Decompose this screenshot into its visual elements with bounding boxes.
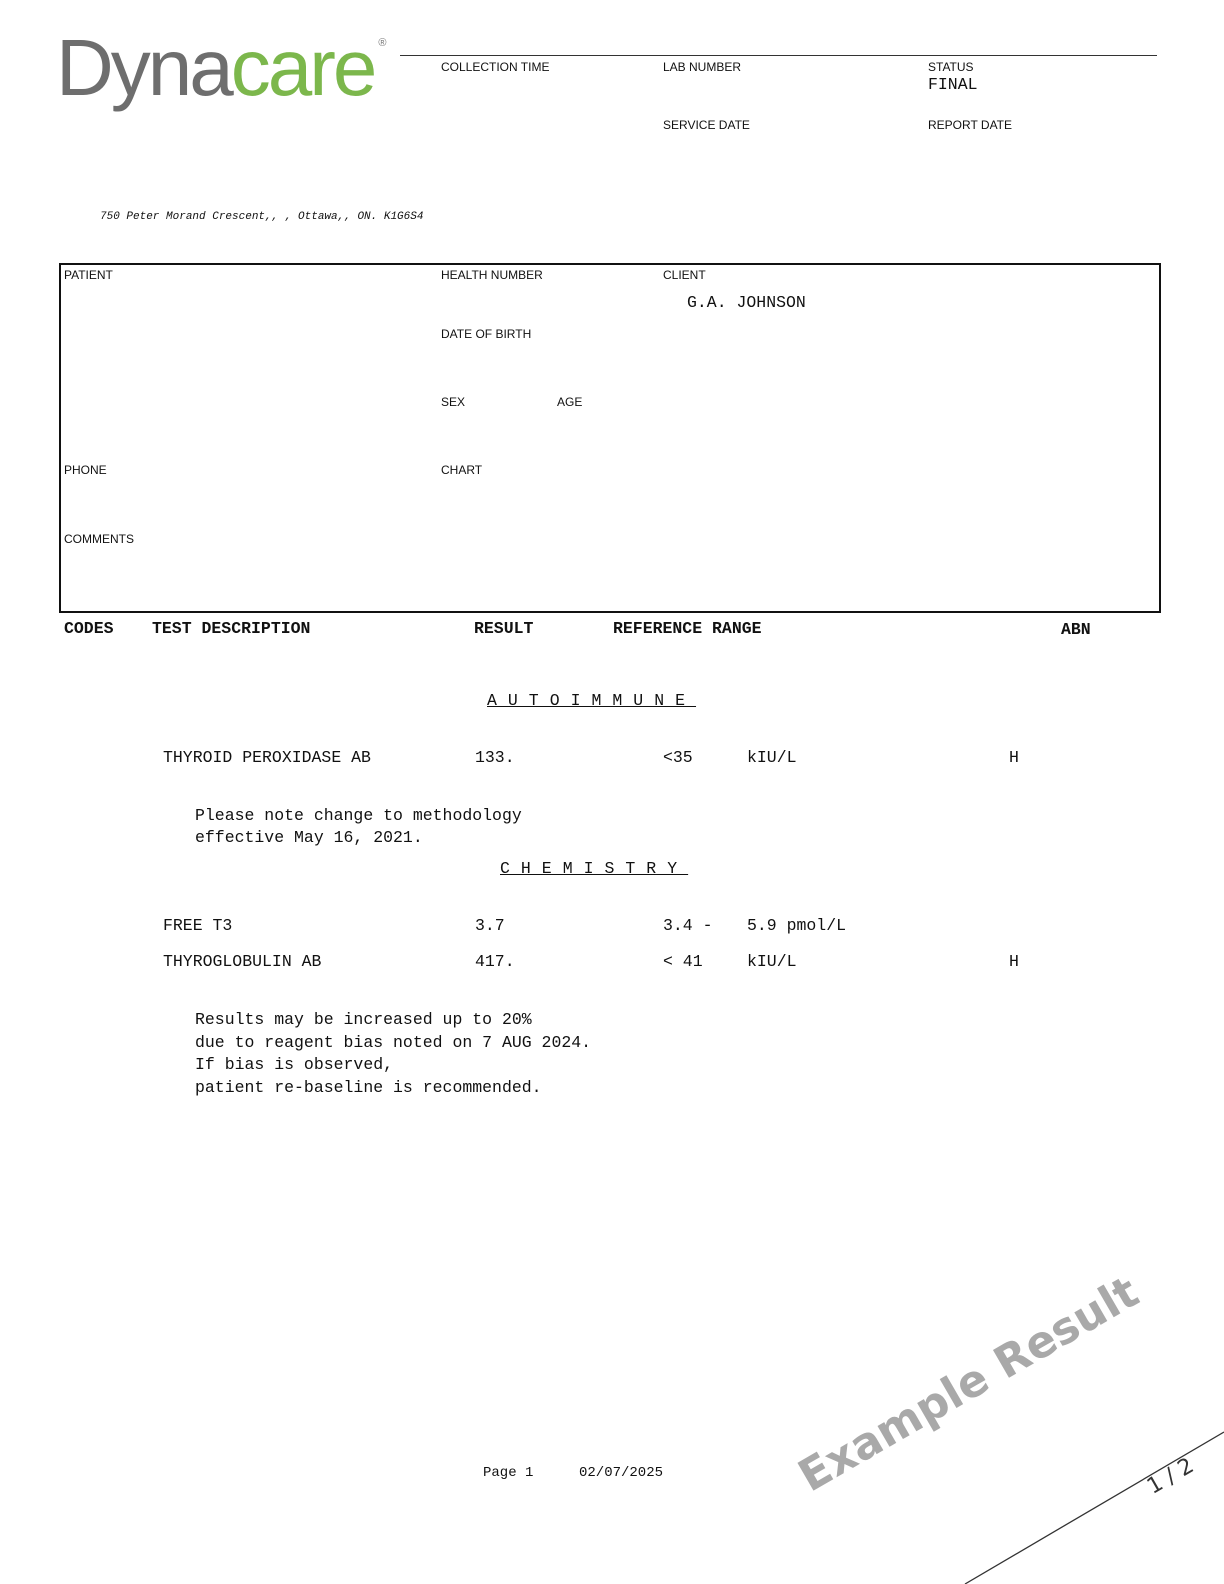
column-codes: CODES <box>64 619 114 638</box>
column-abn: ABN <box>1061 620 1091 639</box>
test-reference-low: 3.4 - <box>663 916 713 935</box>
registered-mark: ® <box>378 37 387 49</box>
test-name: FREE T3 <box>163 916 233 935</box>
page-count-corner: 1 / 2 <box>1143 1453 1199 1500</box>
test-unit: 5.9 pmol/L <box>747 916 847 935</box>
logo-part-care: care <box>230 23 375 112</box>
column-test-description: TEST DESCRIPTION <box>152 619 311 638</box>
test-reference-low: <35 <box>663 748 693 767</box>
test-name: THYROGLOBULIN AB <box>163 952 322 971</box>
footer-print-date: 02/07/2025 <box>579 1465 664 1481</box>
test-result: 417. <box>475 952 515 971</box>
test-unit: kIU/L <box>747 952 797 971</box>
patient-label: PATIENT <box>64 268 113 282</box>
report-date-label: REPORT DATE <box>928 118 1013 132</box>
health-number-label: HEALTH NUMBER <box>441 268 543 282</box>
note-line: due to reagent bias noted on 7 AUG 2024. <box>195 1033 592 1052</box>
note-line: Results may be increased up to 20% <box>195 1010 532 1029</box>
section-heading-autoimmune: AUTOIMMUNE <box>487 691 697 710</box>
test-result: 133. <box>475 748 515 767</box>
test-abnormal-flag: H <box>1009 748 1019 767</box>
column-reference-range: REFERENCE RANGE <box>613 619 762 638</box>
client-label: CLIENT <box>663 268 706 282</box>
column-result: RESULT <box>474 619 534 638</box>
phone-label: PHONE <box>64 463 107 477</box>
example-result-watermark: Example Result <box>790 1266 1148 1503</box>
logo-part-dyna: Dyna <box>56 23 231 112</box>
test-unit: kIU/L <box>747 748 797 767</box>
note-line: Please note change to methodology <box>195 806 522 825</box>
note-line: effective May 16, 2021. <box>195 828 423 847</box>
footer-page-number: Page 1 <box>483 1465 534 1481</box>
section-heading-chemistry: CHEMISTRY <box>500 859 689 878</box>
age-label: AGE <box>557 395 583 409</box>
test-name: THYROID PEROXIDASE AB <box>163 748 371 767</box>
chart-label: CHART <box>441 463 483 477</box>
client-value: G.A. JOHNSON <box>687 293 806 312</box>
dob-label: DATE OF BIRTH <box>441 327 532 341</box>
comments-label: COMMENTS <box>64 532 134 546</box>
test-reference-low: < 41 <box>663 952 703 971</box>
note-line: If bias is observed, <box>195 1055 394 1074</box>
status-label: STATUS <box>928 60 974 74</box>
service-date-label: SERVICE DATE <box>663 118 750 132</box>
note-line: patient re-baseline is recommended. <box>195 1078 542 1097</box>
status-value: FINAL <box>928 75 978 94</box>
lab-number-label: LAB NUMBER <box>663 60 742 74</box>
test-result: 3.7 <box>475 916 505 935</box>
lab-address: 750 Peter Morand Crescent,, , Ottawa,, ON. K1G6S4 <box>100 211 424 223</box>
test-abnormal-flag: H <box>1009 952 1019 971</box>
sex-label: SEX <box>441 395 466 409</box>
collection-time-label: COLLECTION TIME <box>441 60 550 74</box>
